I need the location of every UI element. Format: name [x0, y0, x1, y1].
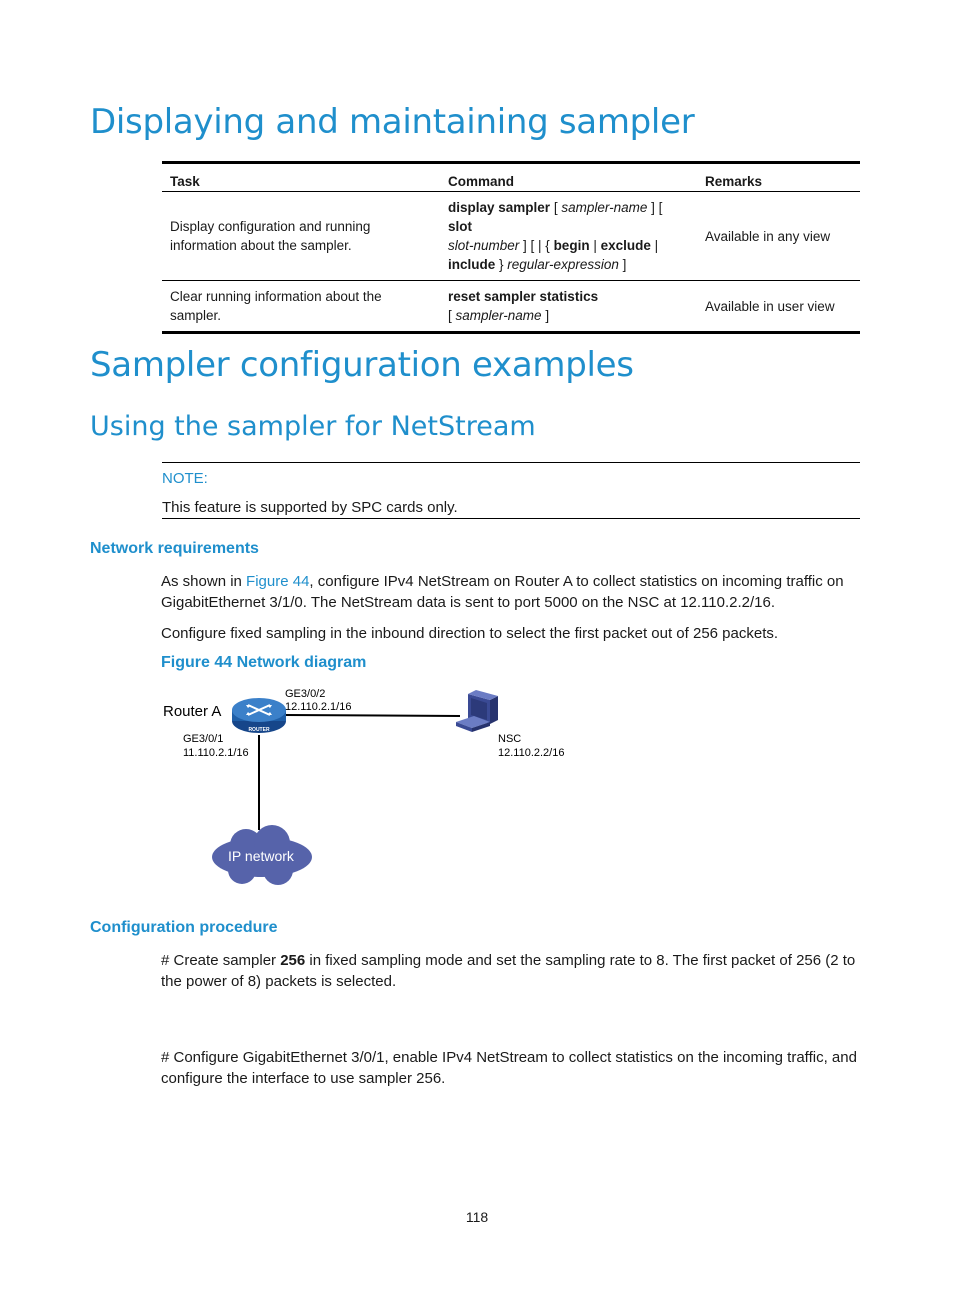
- configuration-procedure-title: Configuration procedure: [90, 919, 278, 936]
- router-badge: ROUTER: [248, 727, 270, 733]
- command-table: [162, 161, 860, 334]
- command-cell: [440, 192, 697, 281]
- cmd-arg: sampler-name: [455, 308, 542, 323]
- task-cell: Display configuration and running information about the sampler.: [162, 192, 440, 281]
- text-span: # Create sampler: [161, 952, 281, 969]
- cmd-text: |: [650, 238, 659, 253]
- text-span: , configure IPv4 NetStream on Router A to collect statistics on incoming traffic on GigabitEthernet 3/1/0. The NetStream data is sent to port 5000 on the NSC at 12.110.2.2/16.: [161, 573, 844, 611]
- table-row: [162, 192, 860, 281]
- section-title-netstream: Using the sampler for NetStream: [90, 411, 536, 442]
- ge302-name: GE3/0/2: [285, 688, 326, 700]
- nsc-computer-icon: [456, 690, 498, 732]
- note-text: This feature is supported by SPC cards only.: [162, 499, 458, 516]
- cmd-keyword: begin: [553, 238, 590, 253]
- text-span: in fixed sampling mode and set the sampling rate to 8. The first packet of 256 (2 to the power of 8) packets is selected.: [161, 952, 856, 990]
- header-remarks: Remarks: [697, 163, 860, 192]
- cmd-text: [: [448, 308, 456, 323]
- cmd-arg: sampler-name: [561, 200, 648, 215]
- section-title-displaying: Displaying and maintaining sampler: [90, 102, 695, 142]
- command-cell: [440, 281, 697, 333]
- router-icon: [232, 698, 286, 733]
- remarks-cell: Available in any view: [697, 192, 860, 281]
- cmd-arg: regular-expression: [507, 257, 619, 272]
- cmd-keyword: include: [448, 257, 496, 272]
- cmd-text: ]: [541, 308, 550, 323]
- table-header-row: [162, 163, 860, 192]
- ge302-ip: 12.110.2.1/16: [285, 701, 352, 713]
- network-requirements-title: Network requirements: [90, 540, 259, 557]
- table-row: [162, 281, 860, 333]
- cmd-keyword: reset sampler statistics: [448, 289, 599, 304]
- page-number: 118: [465, 1209, 489, 1225]
- figure-caption: Figure 44 Network diagram: [161, 654, 367, 671]
- router-label: Router A: [163, 703, 222, 720]
- cmd-text: |: [589, 238, 601, 253]
- network-diagram: [150, 680, 610, 895]
- ge301-ip: 11.110.2.1/16: [183, 747, 249, 759]
- header-command: Command: [440, 163, 697, 192]
- link-router-nsc: [285, 715, 460, 716]
- section-title-examples: Sampler configuration examples: [90, 345, 634, 385]
- nsc-ip: 12.110.2.2/16: [498, 747, 565, 759]
- procedure-paragraph-2: # Configure GigabitEthernet 3/0/1, enable IPv4 NetStream to collect statistics on the incoming traffic, and configure the interface to use sampler 256.: [161, 1049, 857, 1087]
- cmd-text: }: [495, 257, 508, 272]
- task-cell: Clear running information about the sampler.: [162, 281, 440, 333]
- cloud-label: IP network: [228, 848, 294, 864]
- requirements-paragraph-1: [161, 571, 866, 613]
- cmd-text: ] [: [647, 200, 663, 215]
- cmd-text: [: [550, 200, 562, 215]
- cmd-text: ]: [618, 257, 627, 272]
- cmd-keyword: exclude: [600, 238, 651, 253]
- ge301-name: GE3/0/1: [183, 733, 224, 745]
- cmd-keyword: slot: [448, 219, 473, 234]
- note-bottom-rule: [162, 518, 860, 519]
- header-task: Task: [162, 163, 440, 192]
- nsc-name: NSC: [498, 733, 522, 745]
- cmd-text: ] [ | {: [519, 238, 554, 253]
- figure-44-link[interactable]: Figure 44: [246, 573, 310, 590]
- note-top-rule: [162, 462, 860, 463]
- cmd-arg: slot-number: [448, 238, 520, 253]
- requirements-paragraph-2: Configure fixed sampling in the inbound direction to select the first packet out of 256 packets.: [161, 625, 779, 642]
- text-span: As shown in: [161, 573, 247, 590]
- sampler-name-bold: 256: [280, 952, 306, 969]
- procedure-paragraph-1: [161, 950, 866, 992]
- remarks-cell: Available in user view: [697, 281, 860, 333]
- cmd-keyword: display sampler: [448, 200, 551, 215]
- note-label: NOTE:: [162, 470, 208, 487]
